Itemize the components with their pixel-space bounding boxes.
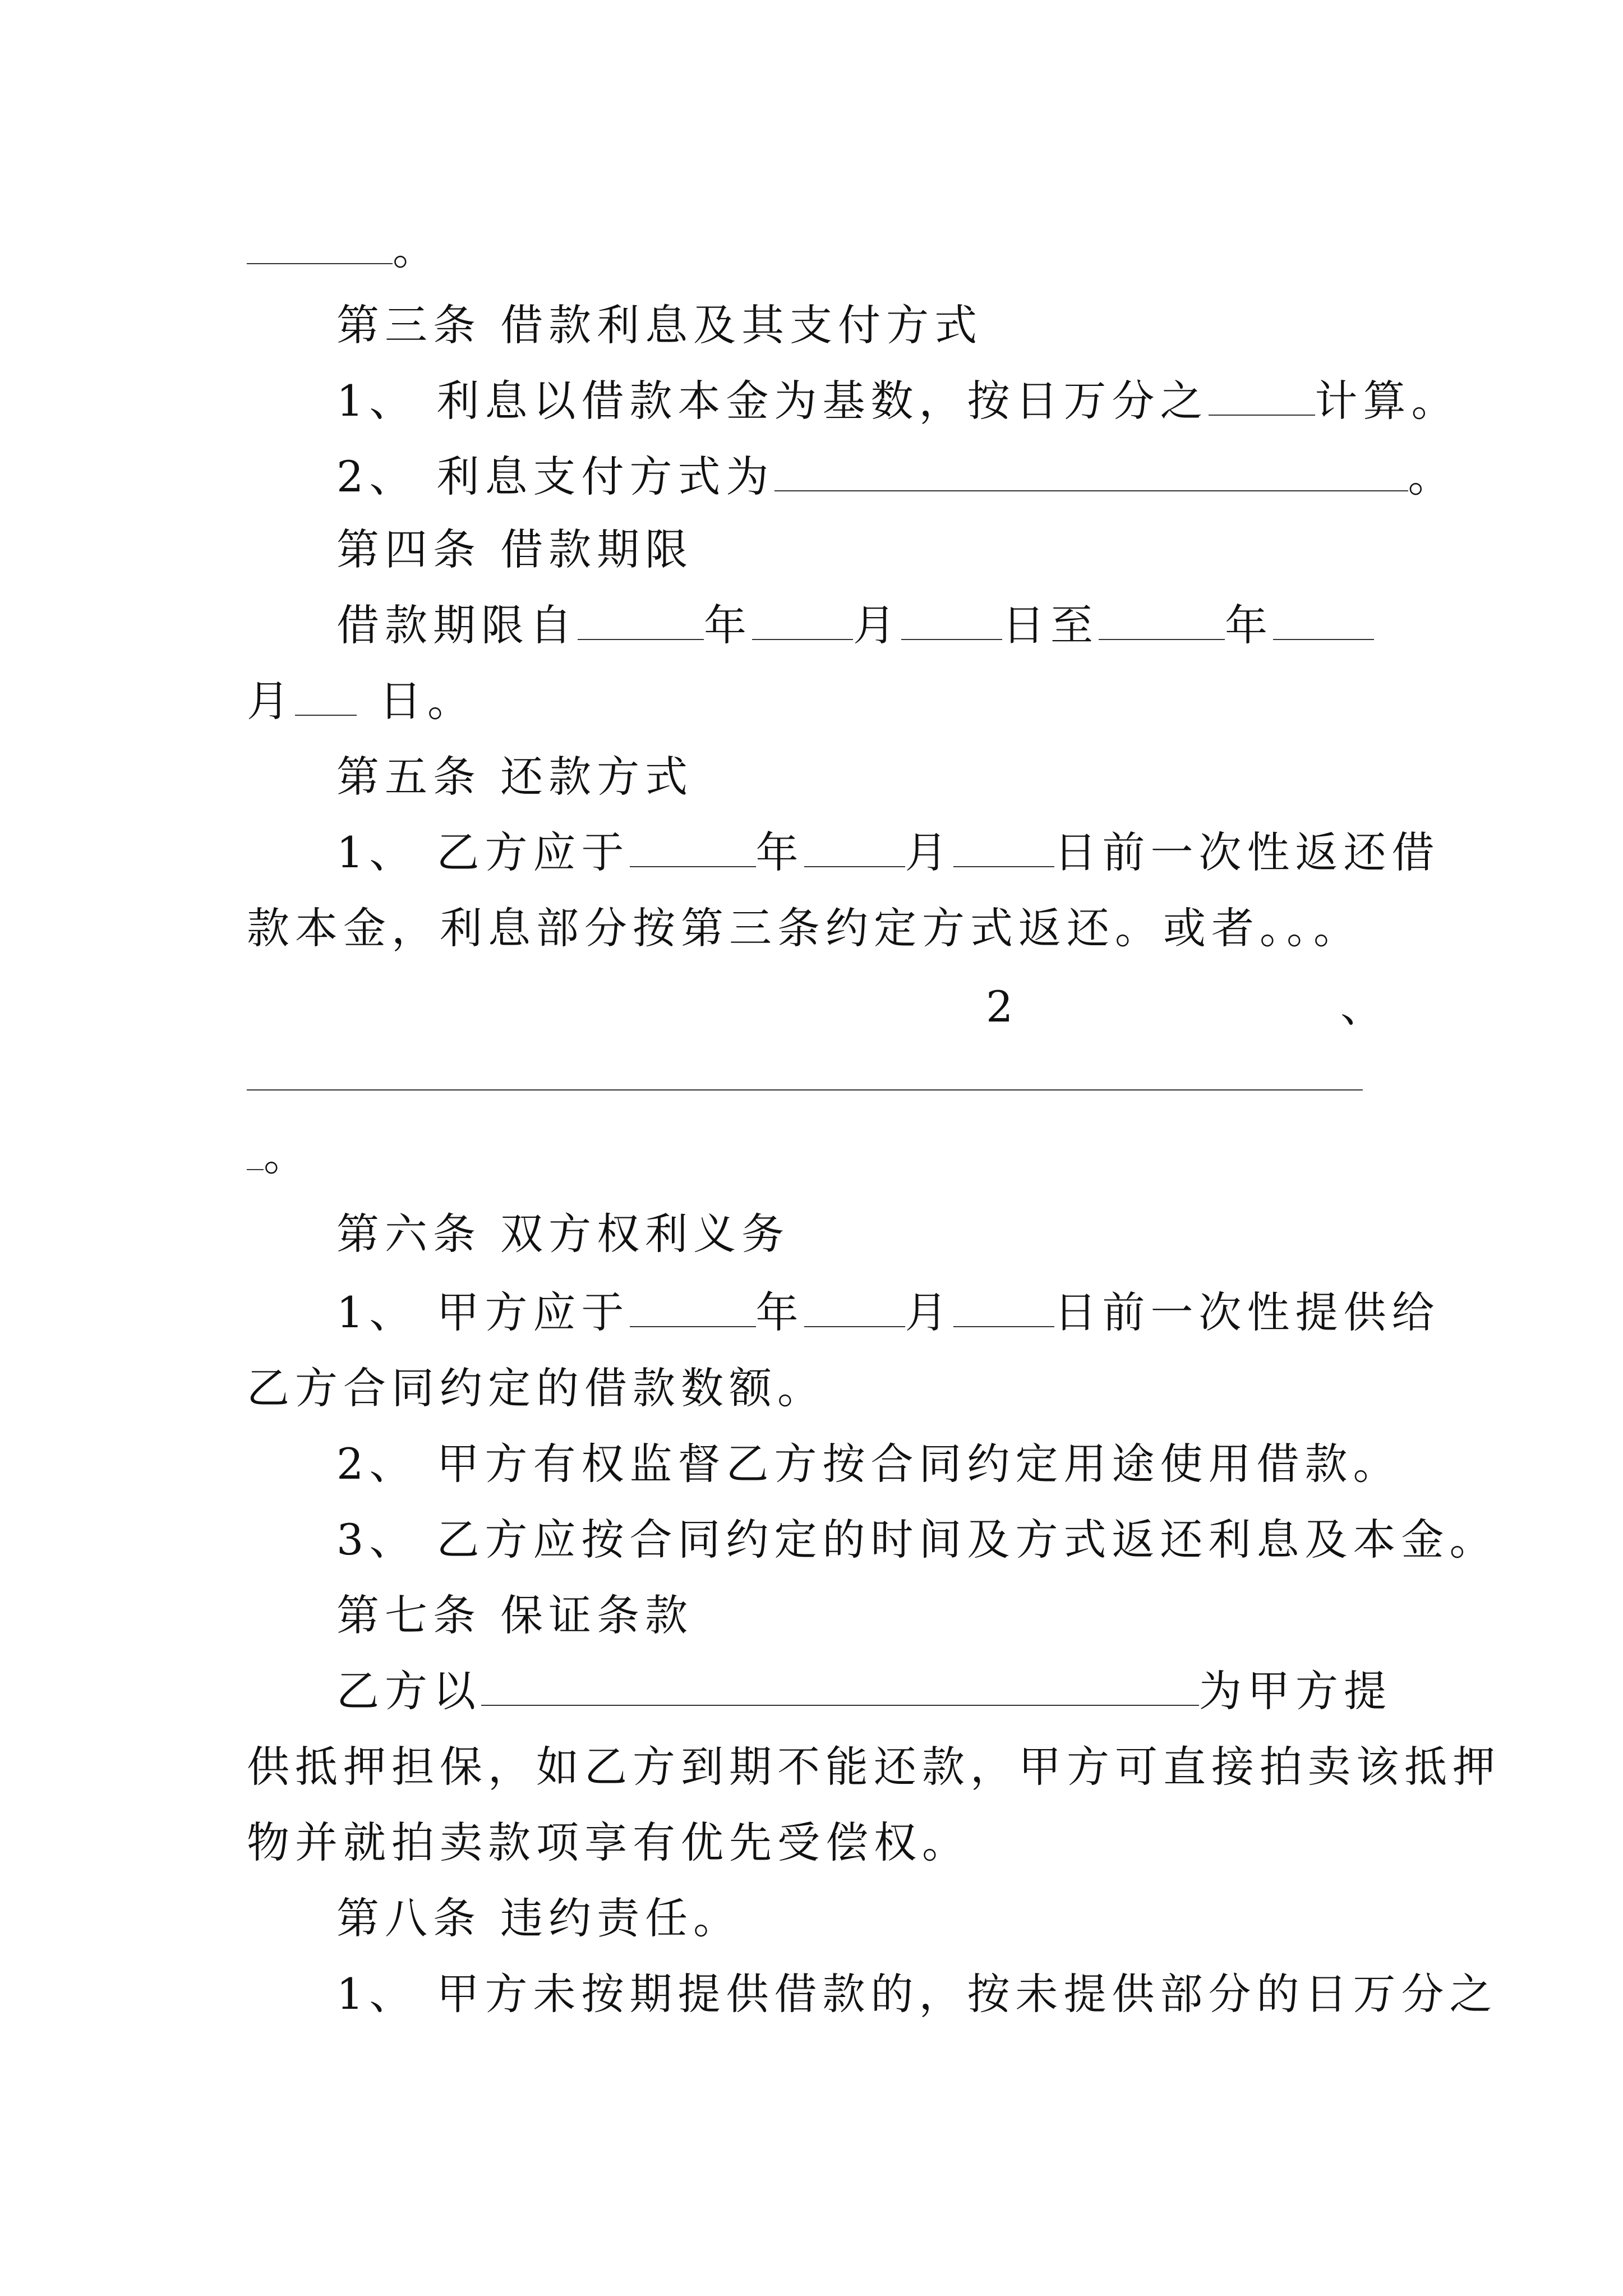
article-3-clause-1: 1、 利息以借款本金为基数，按日万分之 计算。 xyxy=(336,376,1460,426)
article-6-title: 第六条 双方权利义务 xyxy=(336,1209,790,1259)
article-7-title: 第七条 保证条款 xyxy=(336,1590,694,1640)
fill-blank xyxy=(1273,603,1374,640)
article-5-clause-2-separator: 、 xyxy=(1340,982,1389,1032)
article-7-line-1: 乙方以 为甲方提 xyxy=(336,1666,1392,1716)
fill-blank-long xyxy=(247,1089,1363,1091)
fill-blank xyxy=(578,603,704,640)
article-5-title: 第五条 还款方式 xyxy=(336,752,694,802)
fill-blank xyxy=(247,1133,264,1170)
fill-blank xyxy=(247,227,393,264)
article-6-clause-2: 2、 甲方有权监督乙方按合同约定用途使用借款。 xyxy=(336,1439,1401,1489)
fill-blank xyxy=(953,830,1054,867)
fill-blank xyxy=(752,603,853,640)
fill-blank xyxy=(804,830,905,867)
article-6-clause-1-line-2: 乙方合同约定的借款数额。 xyxy=(247,1363,826,1413)
article-4-title: 第四条 借款期限 xyxy=(336,524,694,574)
fill-blank xyxy=(953,1290,1054,1327)
article-3-title: 第三条 借款利息及其支付方式 xyxy=(336,300,983,350)
fill-blank xyxy=(295,679,357,716)
fill-blank xyxy=(804,1290,905,1327)
article-4-term-line-1: 借款期限自 年 月 日至 年 xyxy=(336,597,1374,654)
fill-blank xyxy=(1209,379,1315,416)
fill-blank xyxy=(1099,603,1225,640)
article-6-clause-1-line-1: 1、 甲方应于 年 月 日前一次性提供给 xyxy=(336,1287,1440,1337)
article-7-line-3: 物并就拍卖款项享有优先受偿权。 xyxy=(247,1818,970,1867)
article-8-title: 第八条 违约责任。 xyxy=(336,1893,742,1943)
article-5-clause-2-number: 2 xyxy=(986,982,1019,1032)
article-5-clause-2-end: 。 xyxy=(247,1128,312,1184)
article-8-clause-1: 1、 甲方未按期提供借款的，按未提供部分的日万分之 xyxy=(336,1969,1498,2019)
article-3-clause-2: 2、 利息支付方式为 。 xyxy=(336,452,1456,501)
fill-blank xyxy=(774,454,1408,491)
article-6-clause-3: 3、 乙方应按合同约定的时间及方式返还利息及本金。 xyxy=(336,1515,1498,1565)
fill-blank xyxy=(481,1669,1199,1706)
article-5-clause-1-line-1: 1、 乙方应于 年 月 日前一次性返还借 xyxy=(336,827,1440,877)
article-7-line-2: 供抵押担保，如乙方到期不能还款，甲方可直接拍卖该抵押 xyxy=(247,1742,1501,1792)
fill-blank xyxy=(630,1290,756,1327)
fill-blank xyxy=(901,603,1002,640)
fill-blank xyxy=(630,830,756,867)
article-4-term-line-2: 月 日。 xyxy=(247,676,476,726)
text-line: 。 xyxy=(247,222,441,278)
article-5-clause-1-line-2: 款本金，利息部分按第三条约定方式返还。或者。。。 xyxy=(247,903,1362,953)
